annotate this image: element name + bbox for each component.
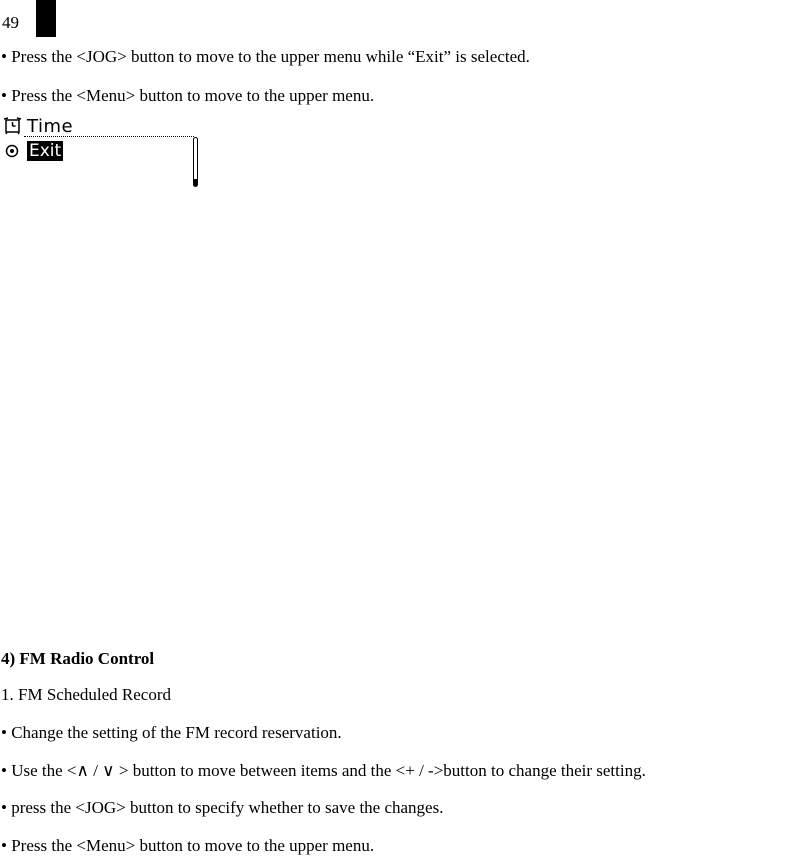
page-number: 49	[2, 13, 19, 32]
radio-bullet-icon	[3, 142, 23, 160]
intro-line-jog: • Press the <JOG> button to move to the upper menu while “Exit” is selected.	[1, 47, 530, 66]
lcd-scrollbar[interactable]	[193, 137, 198, 185]
section-heading: 4) FM Radio Control	[1, 649, 155, 668]
bullet-use-buttons: • Use the <∧ / ∨ > button to move between items and the <+ / ->button to change their setting.	[1, 761, 646, 780]
bullet-press-jog: • press the <JOG> button to specify whether to save the changes.	[1, 798, 444, 817]
lcd-title-row	[3, 116, 73, 136]
section-subheading: 1. FM Scheduled Record	[1, 685, 171, 704]
lcd-menu-item-exit[interactable]	[3, 141, 63, 161]
lcd-screen-illustration	[0, 113, 205, 191]
bullet-press-menu: • Press the <Menu> button to move to the upper menu.	[1, 836, 375, 855]
lcd-title-divider	[24, 136, 194, 137]
intro-line-menu: • Press the <Menu> button to move to the upper menu.	[1, 86, 375, 105]
alarm-clock-icon	[3, 117, 23, 135]
page-tab-marker	[36, 0, 56, 37]
lcd-scrollbar-thumb[interactable]	[193, 179, 198, 187]
lcd-title: Time	[27, 115, 74, 137]
lcd-selected-item[interactable]: Exit	[29, 141, 62, 161]
bullet-change-setting: • Change the setting of the FM record reservation.	[1, 723, 342, 742]
